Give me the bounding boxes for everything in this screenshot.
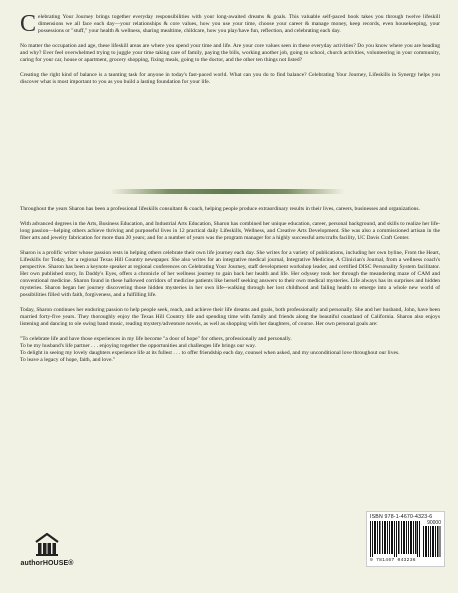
bio-paragraph-2: With advanced degrees in the Arts, Business Education, and Industrial Arts Education, Sharon has combined her unique education, career, personal background, and skills to realize her life-long passion—helping others achieve thriving and purposeful lives in 12 practical daily Lifeskills, Wellness, and Creative Arts Development. She was also a commissioned artisan in the fiber arts and jewelry fabrication for more than 20 years; and for a number of years was the program manager for a highly successful arts/crafts facility, UC Davis Craft Center. — [20, 221, 440, 241]
price-code: 90000 — [427, 520, 441, 526]
book-house-icon — [33, 531, 61, 557]
barcode-bars — [370, 521, 420, 557]
publisher-logo — [17, 531, 77, 581]
goal-item: To be my husband's life partner . . . enjoying together the opportunities and challenges life brings our way. — [20, 343, 256, 349]
isbn-number: ISBN 978-1-4670-4323-6 — [370, 514, 433, 520]
intro-paragraph-1: Celebrating Your Journey brings together everyday responsibilities with your long-awaited dreams & goals. This valuable self-paced book takes you through twelve lifeskill dimensions we all face each day—your relationships & core values, how you use your time, choose your career & manage money, keep records, even housekeeping, your possessions or "stuff," your health & wellness, sharing mealtime, childcare, how you play/have fun, reflection, and celebrating each day. — [20, 11, 440, 37]
bio-paragraph-4: Today, Sharon continues her enduring passion to help people seek, reach, and achieve their life dreams and goals, both professionally and personally. She and her husband, John, have been married forty-five years. They thoroughly enjoy the Texas Hill Country life and spending time with family and friends along the beautiful coastland of California. Sharon also enjoys listening and dancing to ole swing band music, reading mystery/adventure novels, as well as shopping with her daughters, of course. Her own personal goals are: — [20, 307, 440, 327]
bio-paragraph-3: Sharon is a prolific writer whose passion rests in helping others celebrate their own life journey each day. She writes for a variety of publications, including her own byline, From the Heart, Lifeskills for Today, for a regional Texas Hill Country newspaper. She also writes for an integrative medical journal, Integrative Medicine, A Clinician's Journal, from a wellness coach's perspective. Sharon has been a keynote speaker at regional conferences on Celebrating Your Journey, staff development workshop leader, and certified DISC Personality System facilitator. Her own published story, In Daddy's Eyes, offers a chronicle of her wellness journey to gain back her health and life. Her odyssey took her through the meandering maze of CAM and conventional medicine. Sharon found in these hallowed corridors of medicine patients like herself seeking answers to their own medical mysteries. Life always has its surprises and hidden mysteries. Sharon began her journey discovering those hidden mysteries in her own life--walking through her lost childhood and failing health to emerge into a whole new world of possibilities filled with faith, forgiveness, and a fulfilling life. — [20, 250, 440, 298]
bio-paragraph-1: Throughout the years Sharon has been a professional lifeskills consultant & coach, helping people produce extraordinary results in their lives, careers, businesses and organizations. — [20, 206, 420, 212]
isbn-barcode — [366, 511, 445, 567]
intro-paragraph-3: Creating the right kind of balance is a taunting task for anyone in today's fast-paced world. What can you do to find balance? Celebrating Your Journey, Lifeskills in Synergy helps you discover what is most important to you as you build a lasting foundation for your life. — [20, 72, 440, 85]
goal-item: "To celebrate life and have those experiences in my life become "a door of hope" for others, professionally and personally. — [20, 336, 292, 342]
goals-list — [20, 336, 440, 364]
publisher-name: authorHOUSE® — [20, 560, 74, 567]
section-divider — [110, 189, 345, 194]
drop-cap: C — [20, 11, 37, 37]
intro-section — [20, 11, 440, 94]
intro-paragraph-2: No matter the occupation and age, these lifeskill areas are where you spend your time and life. Are your core values seen in these everyday activities? Do you know where you are heading and why? Ever feel overwhelmed trying to juggle your time taking care of family, paying the bills, working another job, going to school, church activities, volunteering in your community, caring for your car, house or apartment, grocery shopping, fixing meals, going to the doctor, and the other ten things not listed? — [20, 43, 440, 63]
author-bio-section — [20, 206, 440, 364]
goal-item: To delight in seeing my lovely daughters experience life at its fullest . . . to offer friendship each day, counsel when asked, and my unconditional love throughout our lives. — [20, 350, 400, 356]
addon-barcode-bars — [423, 526, 441, 557]
barcode-digits: 9 781467 043236 — [370, 558, 416, 563]
goal-item: To leave a legacy of hope, faith, and love." — [20, 357, 116, 363]
